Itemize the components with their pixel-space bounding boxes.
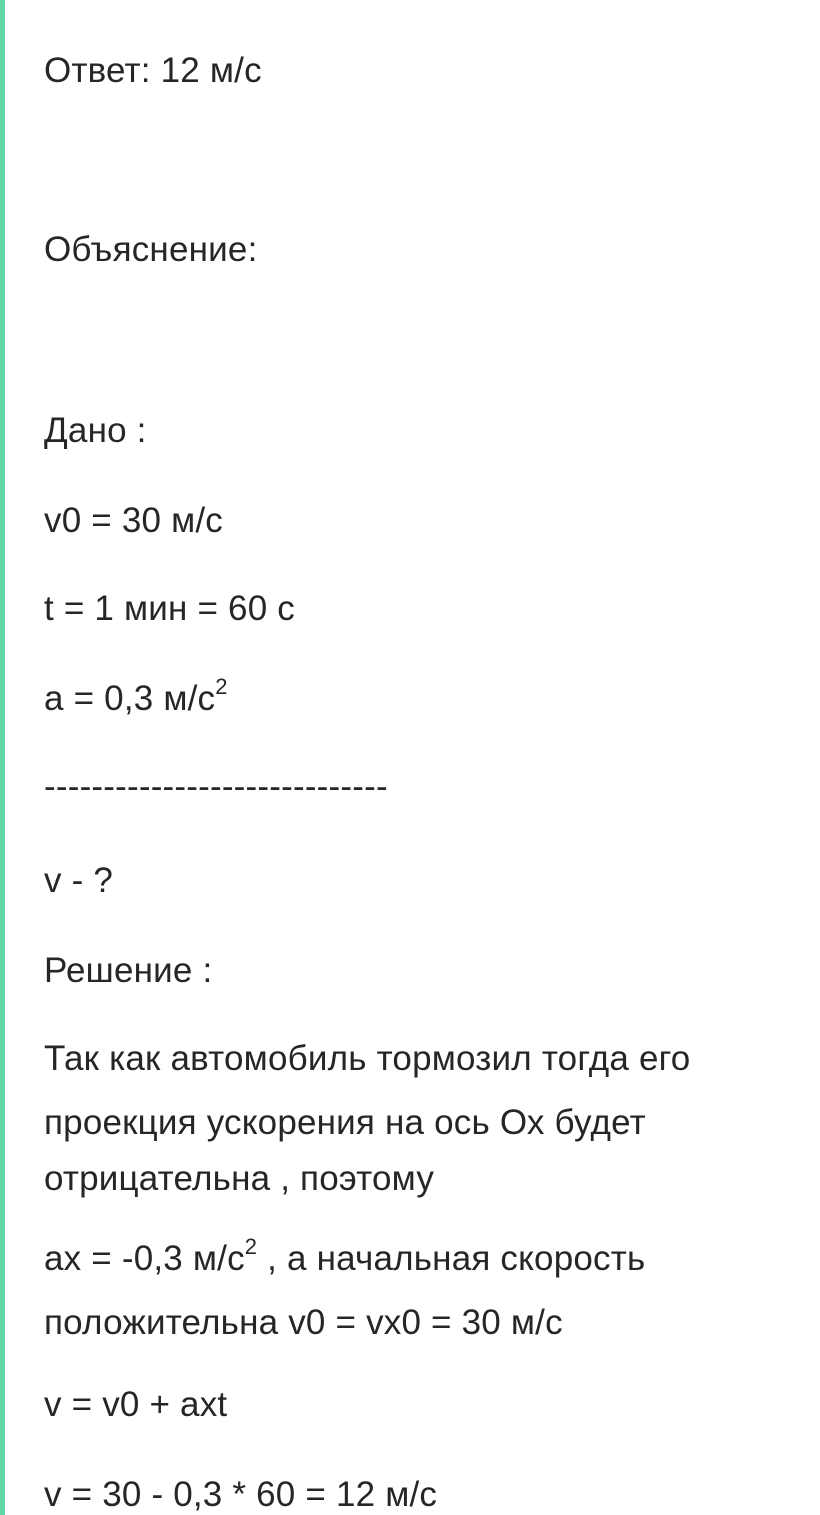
solution-line-1: Так как автомобиль тормозил тогда его: [44, 1039, 691, 1078]
solution-heading: Решение :: [44, 951, 213, 990]
unknown-text: v - ?: [44, 861, 114, 900]
given-a: [44, 668, 228, 730]
separator-line: -----------------------------: [44, 767, 388, 806]
solution-ax-line: [44, 1228, 645, 1290]
solution-v0-line: положительна v0 = vx0 = 30 м/с: [44, 1303, 563, 1342]
solution-ax-exponent: 2: [244, 1234, 258, 1260]
given-a-value: а = 0,3 м/с: [44, 679, 216, 718]
solution-result: v = 30 - 0,3 * 60 = 12 м/с: [44, 1475, 438, 1514]
solution-ax-rest: , а начальная скорость: [257, 1239, 646, 1278]
explanation-heading: Объяснение:: [44, 230, 258, 269]
given-heading: Дано :: [44, 411, 147, 450]
solution-line-3: отрицательна , поэтому: [44, 1159, 435, 1198]
solution-ax-value: ax = -0,3 м/с: [44, 1239, 245, 1278]
solution-line-2: проекция ускорения на ось Ох будет: [44, 1103, 646, 1142]
answer-accent-bar: [0, 0, 5, 1515]
given-t: t = 1 мин = 60 с: [44, 589, 295, 628]
answer-text: Ответ: 12 м/с: [44, 51, 262, 90]
given-v0: v0 = 30 м/с: [44, 501, 223, 540]
solution-formula: v = v0 + axt: [44, 1385, 228, 1424]
given-a-exponent: 2: [215, 674, 228, 700]
